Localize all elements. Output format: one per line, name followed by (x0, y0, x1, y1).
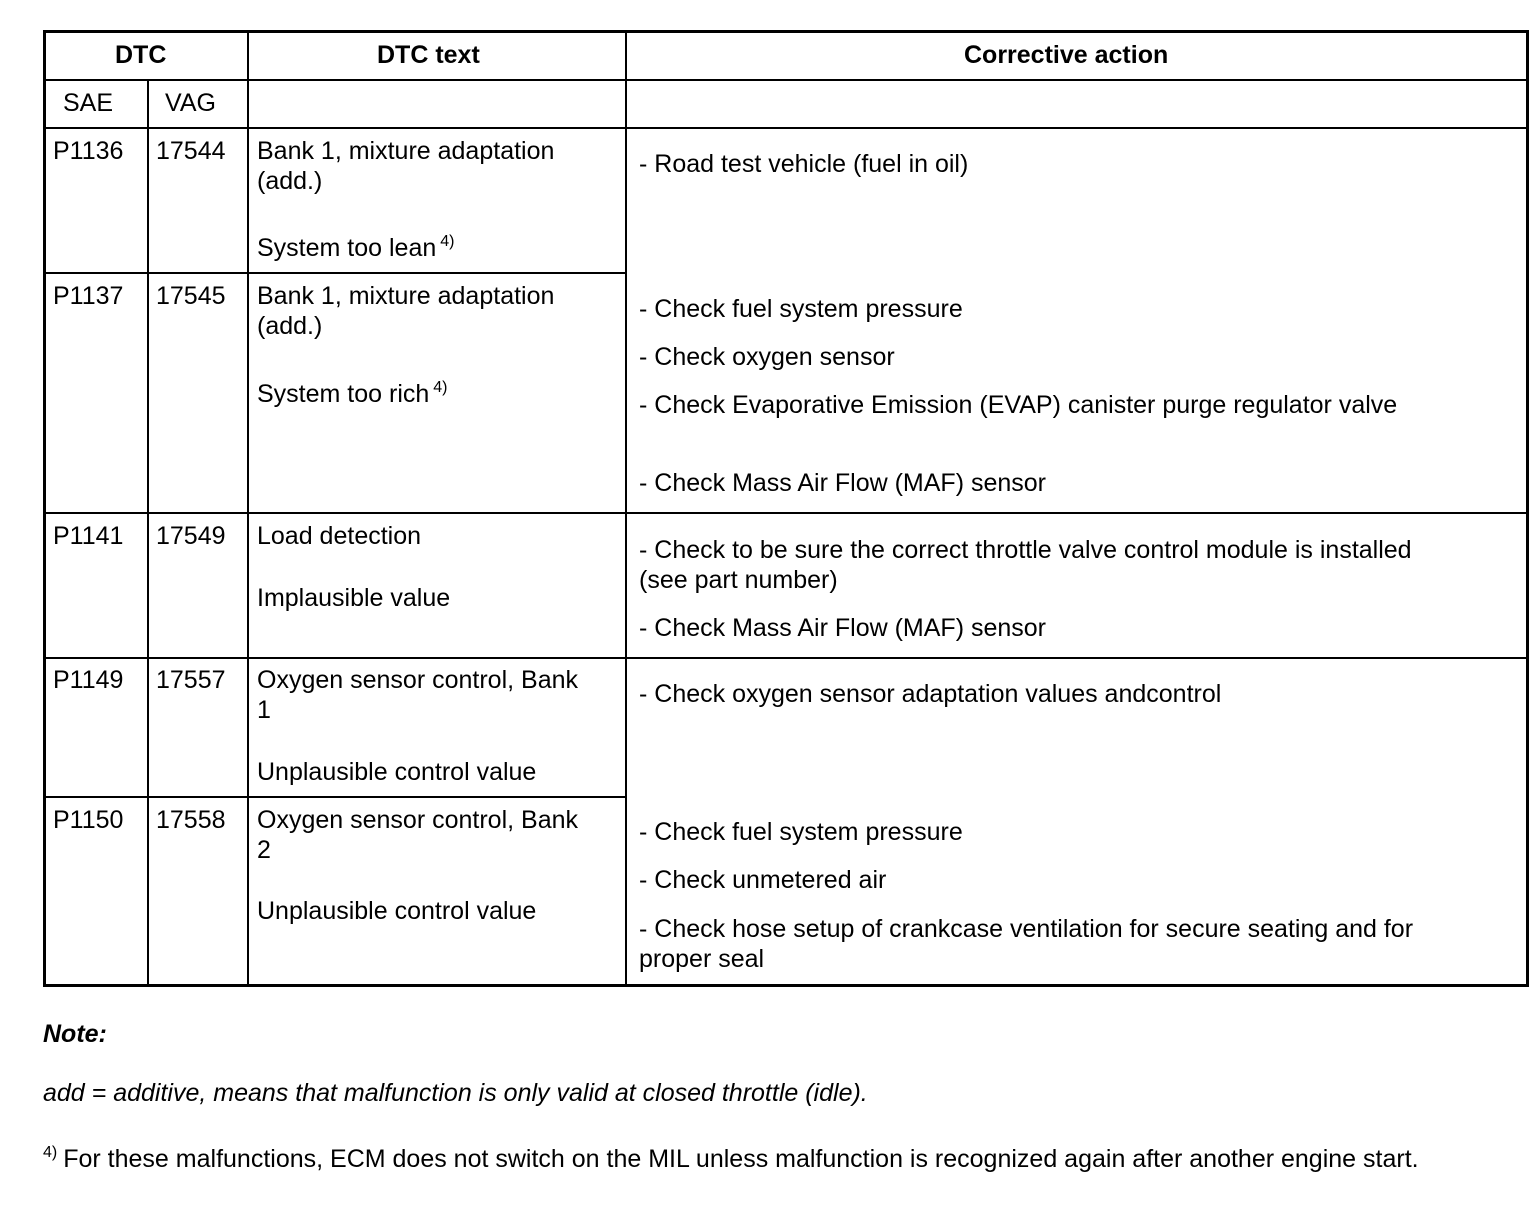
action-crankcase-hose: - Check hose setup of crankcase ventilation for secure seating and for (639, 915, 1414, 943)
row2-text1: Bank 1, mixture adaptation (257, 282, 555, 310)
action-unmetered-air: - Check unmetered air (639, 866, 887, 894)
action-fuel-pressure: - Check fuel system pressure (639, 295, 963, 323)
note-title: Note: (43, 1020, 107, 1048)
footnote-text: For these malfunctions, ECM does not switch on the MIL unless malfunction is recognized again after another engine start. (63, 1145, 1419, 1173)
row5-vag: 17558 (156, 806, 226, 834)
header-dtc: DTC (115, 41, 167, 69)
row-divider-2 (46, 512, 1526, 514)
row3-text1: Load detection (257, 522, 422, 550)
action-oxygen-adaptation: - Check oxygen sensor adaptation values andcontrol (639, 680, 1222, 708)
header-dtc-text: DTC text (377, 41, 480, 69)
row1-footnote-ref: 4) (440, 233, 455, 250)
row-divider-subheader (46, 127, 1526, 129)
row-divider-4 (46, 796, 626, 798)
row-divider-3 (46, 657, 1526, 659)
col-divider-sae-vag (147, 80, 149, 984)
col-divider-text (625, 33, 627, 984)
row1-vag: 17544 (156, 137, 226, 165)
row1-text1: Bank 1, mixture adaptation (257, 137, 555, 165)
row2-text3 (257, 379, 448, 409)
row1-sae: P1136 (53, 137, 124, 165)
row-divider-header (46, 79, 1526, 81)
row4-text1: Oxygen sensor control, Bank (257, 666, 578, 694)
action-proper-seal: proper seal (639, 945, 765, 973)
row5-sae: P1150 (53, 806, 124, 834)
row3-text2: Implausible value (257, 584, 451, 612)
col-divider-dtc (247, 33, 249, 984)
row1-text3 (257, 233, 455, 263)
footnote-mark: 4) (43, 1144, 58, 1161)
row4-vag: 17557 (156, 666, 226, 694)
row4-sae: P1149 (53, 666, 124, 694)
row2-sae: P1137 (53, 282, 124, 310)
action-part-number: (see part number) (639, 566, 838, 594)
action-fuel-pressure-2: - Check fuel system pressure (639, 818, 963, 846)
header-corrective-action: Corrective action (964, 41, 1169, 69)
action-evap-valve: - Check Evaporative Emission (EVAP) canister purge regulator valve (639, 391, 1398, 419)
row2-vag: 17545 (156, 282, 226, 310)
action-maf-sensor-2: - Check Mass Air Flow (MAF) sensor (639, 614, 1047, 642)
row3-sae: P1141 (53, 522, 124, 550)
row5-text3: Unplausible control value (257, 897, 537, 925)
row5-text1: Oxygen sensor control, Bank (257, 806, 578, 834)
header-vag: VAG (165, 89, 216, 117)
row2-text2: (add.) (257, 312, 323, 340)
action-throttle-module: - Check to be sure the correct throttle valve control module is installed (639, 536, 1412, 564)
action-maf-sensor: - Check Mass Air Flow (MAF) sensor (639, 469, 1047, 497)
row2-footnote-ref: 4) (433, 379, 448, 396)
row1-text2: (add.) (257, 167, 323, 195)
row4-text3: Unplausible control value (257, 758, 537, 786)
row-divider-1 (46, 272, 626, 274)
row4-text2: 1 (257, 696, 271, 724)
action-oxygen-sensor: - Check oxygen sensor (639, 343, 895, 371)
header-sae: SAE (63, 89, 114, 117)
row3-vag: 17549 (156, 522, 226, 550)
action-road-test: - Road test vehicle (fuel in oil) (639, 150, 969, 178)
row5-text2: 2 (257, 836, 271, 864)
note-footnote (43, 1144, 1419, 1174)
row1-status: System too lean (257, 234, 437, 262)
note-additive: add = additive, means that malfunction is only valid at closed throttle (idle). (43, 1079, 868, 1107)
row2-status: System too rich (257, 380, 430, 408)
